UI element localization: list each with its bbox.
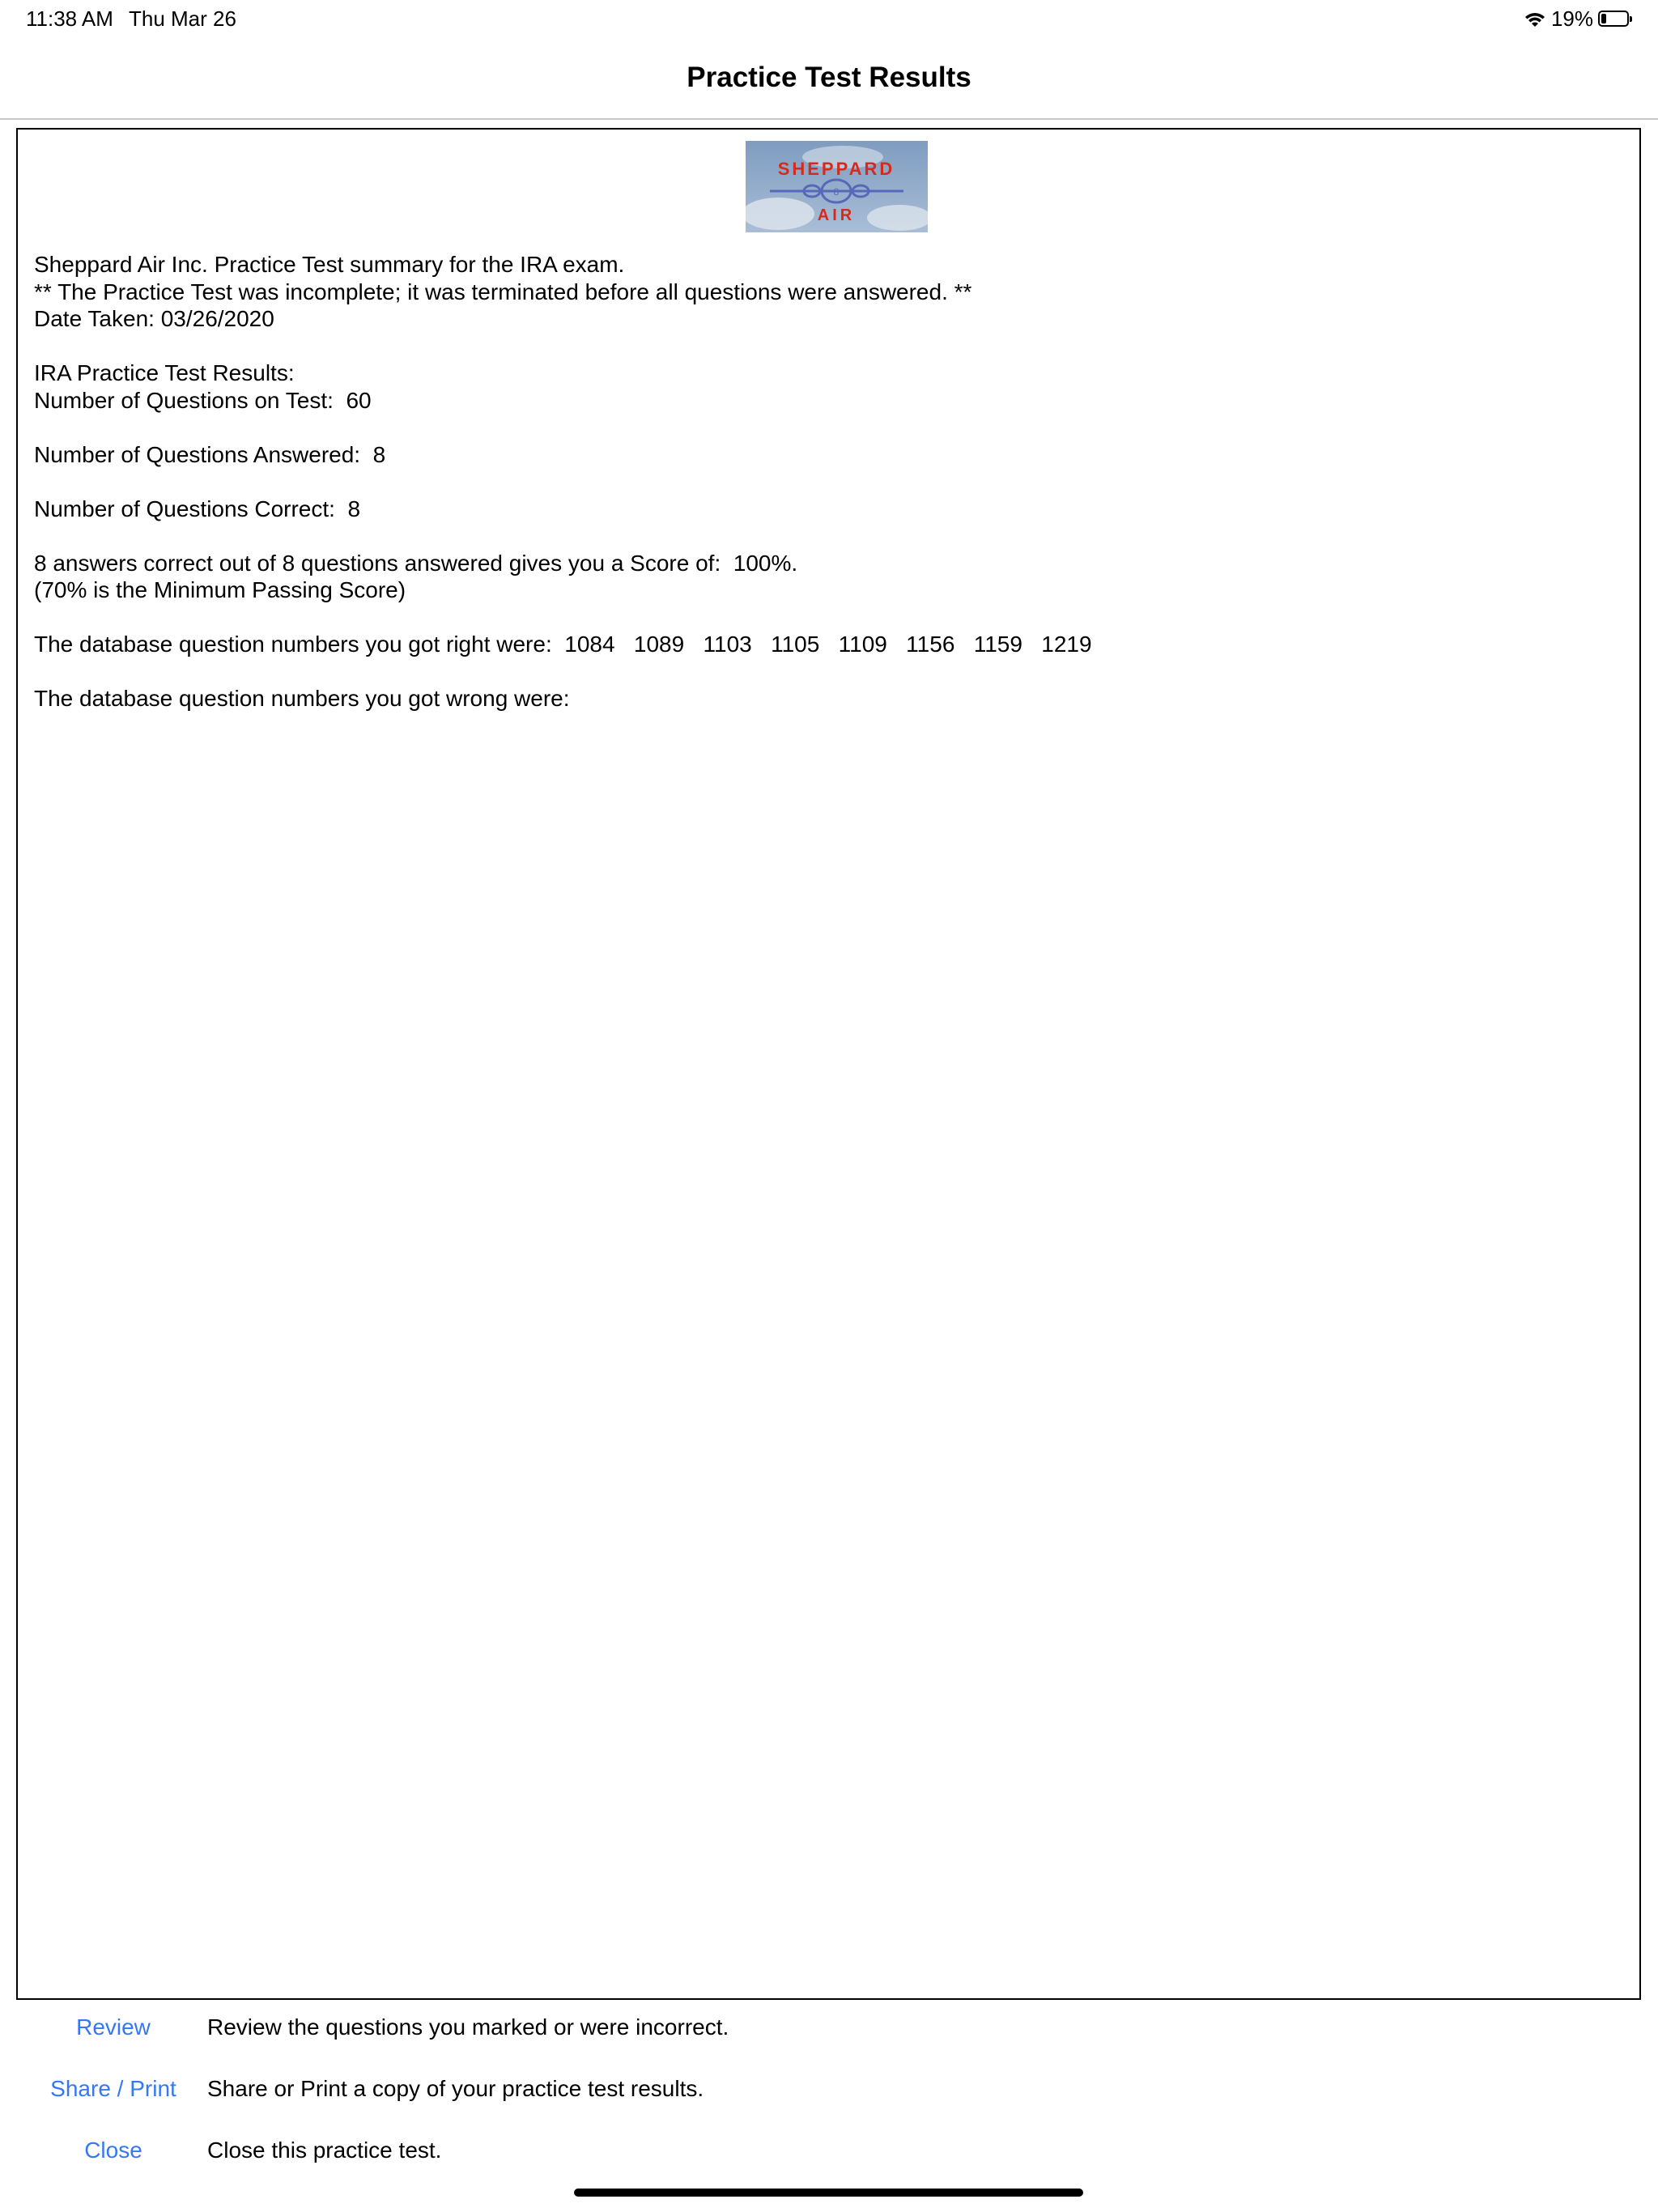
report-line: 8 answers correct out of 8 questions answered gives you a Score of: 100%. [34, 550, 798, 576]
action-row [0, 2000, 1658, 2061]
battery-percent: 19% [1550, 6, 1593, 31]
action-row [0, 2123, 1658, 2184]
battery-icon [1598, 11, 1634, 28]
results-report[interactable] [16, 128, 1641, 2000]
logo-bottom-text: AIR [817, 206, 856, 224]
svg-text:8: 8 [833, 186, 840, 198]
home-indicator[interactable] [574, 2189, 1083, 2197]
report-line [34, 333, 1621, 360]
status-indicators [1524, 6, 1634, 32]
report-line: Number of Questions on Test: 60 [34, 387, 372, 413]
report-line [34, 468, 1621, 496]
report-line: (70% is the Minimum Passing Score) [34, 577, 406, 602]
report-line: The database question numbers you got wrong were: [34, 686, 570, 711]
report-text [34, 251, 1621, 713]
report-line [34, 658, 1621, 686]
status-time: 11:38 AM [26, 6, 113, 31]
report-line [34, 604, 1621, 632]
logo-top-text: SHEPPARD [777, 159, 895, 179]
action-description: Share or Print a copy of your practice test results. [207, 2076, 704, 2101]
status-date: Thu Mar 26 [129, 6, 236, 31]
report-line: Number of Questions Correct: 8 [34, 496, 361, 521]
battery-level [1601, 14, 1606, 23]
report-line: The database question numbers you got right were: 1084 1089 1103 1105 1109 1156 1159 1219 [34, 632, 1092, 657]
report-line: IRA Practice Test Results: [34, 360, 295, 385]
review-button[interactable]: Review [76, 2014, 151, 2040]
status-bar [0, 0, 1658, 39]
sheppard-air-logo [746, 141, 928, 232]
share-print-button[interactable]: Share / Print [50, 2076, 176, 2101]
report-line: Date Taken: 03/26/2020 [34, 306, 274, 331]
report-line [34, 414, 1621, 441]
wifi-icon [1524, 11, 1546, 28]
action-description: Review the questions you marked or were incorrect. [207, 2014, 729, 2040]
close-button[interactable]: Close [84, 2138, 142, 2163]
report-line: ** The Practice Test was incomplete; it was terminated before all questions were answered. ** [34, 279, 972, 304]
report-line: Number of Questions Answered: 8 [34, 441, 386, 467]
page-title: Practice Test Results [687, 62, 971, 93]
navigation-bar [0, 39, 1658, 120]
action-description: Close this practice test. [207, 2138, 442, 2163]
action-row [0, 2061, 1658, 2123]
report-line [34, 522, 1621, 550]
report-line: Sheppard Air Inc. Practice Test summary for the IRA exam. [34, 252, 625, 277]
